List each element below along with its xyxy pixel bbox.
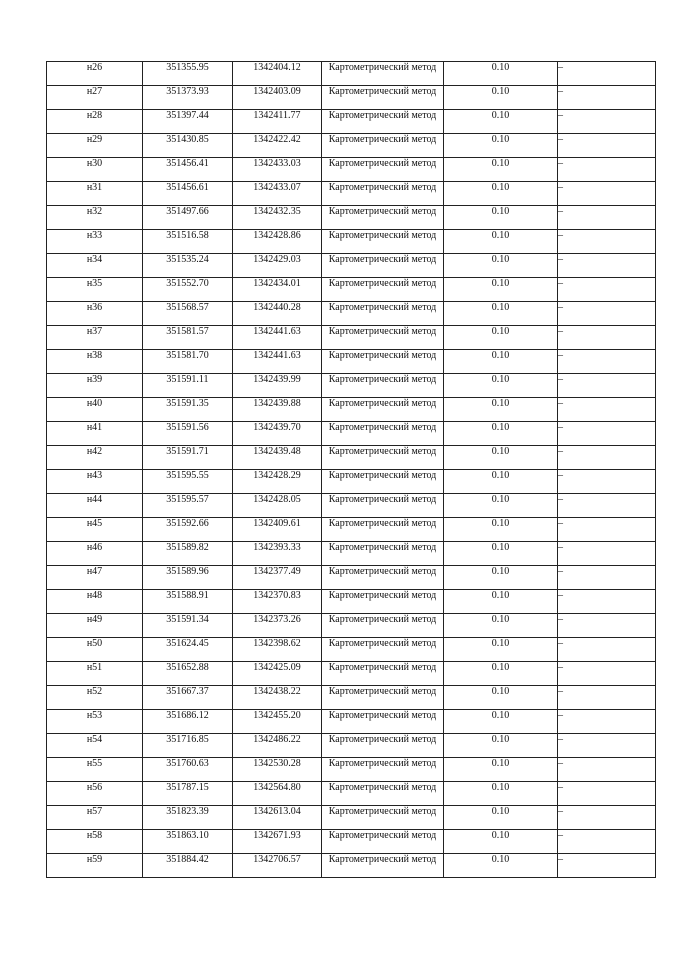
accuracy-cell: 0.10 [444,254,558,278]
accuracy-cell: 0.10 [444,830,558,854]
x-coordinate-cell: 351667.37 [143,686,233,710]
y-coordinate-cell: 1342564.80 [233,782,322,806]
y-coordinate-cell: 1342455.20 [233,710,322,734]
point-number-cell: н51 [47,662,143,686]
x-coordinate-cell: 351760.63 [143,758,233,782]
method-cell: Картометрический метод [322,710,444,734]
point-number-cell: н43 [47,470,143,494]
note-cell: – [558,302,656,326]
accuracy-cell: 0.10 [444,566,558,590]
point-number-cell: н42 [47,446,143,470]
y-coordinate-cell: 1342439.48 [233,446,322,470]
x-coordinate-cell: 351373.93 [143,86,233,110]
table-row [47,806,656,830]
point-number-cell: н46 [47,542,143,566]
x-coordinate-cell: 351591.34 [143,614,233,638]
table-row [47,134,656,158]
y-coordinate-cell: 1342425.09 [233,662,322,686]
x-coordinate-cell: 351581.70 [143,350,233,374]
point-number-cell: н41 [47,422,143,446]
point-number-cell: н59 [47,854,143,878]
table-row [47,446,656,470]
method-cell: Картометрический метод [322,110,444,134]
accuracy-cell: 0.10 [444,62,558,86]
table-row [47,830,656,854]
y-coordinate-cell: 1342441.63 [233,350,322,374]
y-coordinate-cell: 1342377.49 [233,566,322,590]
y-coordinate-cell: 1342429.03 [233,254,322,278]
accuracy-cell: 0.10 [444,182,558,206]
x-coordinate-cell: 351516.58 [143,230,233,254]
x-coordinate-cell: 351595.55 [143,470,233,494]
note-cell: – [558,542,656,566]
point-number-cell: н26 [47,62,143,86]
x-coordinate-cell: 351787.15 [143,782,233,806]
method-cell: Картометрический метод [322,566,444,590]
accuracy-cell: 0.10 [444,758,558,782]
accuracy-cell: 0.10 [444,686,558,710]
note-cell: – [558,326,656,350]
accuracy-cell: 0.10 [444,302,558,326]
point-number-cell: н39 [47,374,143,398]
method-cell: Картометрический метод [322,614,444,638]
point-number-cell: н31 [47,182,143,206]
note-cell: – [558,374,656,398]
note-cell: – [558,566,656,590]
accuracy-cell: 0.10 [444,278,558,302]
table-row [47,350,656,374]
table-row [47,854,656,878]
y-coordinate-cell: 1342433.03 [233,158,322,182]
note-cell: – [558,494,656,518]
table-row [47,230,656,254]
x-coordinate-cell: 351592.66 [143,518,233,542]
accuracy-cell: 0.10 [444,638,558,662]
x-coordinate-cell: 351456.61 [143,182,233,206]
table-row [47,518,656,542]
note-cell: – [558,614,656,638]
point-number-cell: н49 [47,614,143,638]
x-coordinate-cell: 351823.39 [143,806,233,830]
table-row [47,206,656,230]
y-coordinate-cell: 1342613.04 [233,806,322,830]
point-number-cell: н52 [47,686,143,710]
point-number-cell: н36 [47,302,143,326]
method-cell: Картометрический метод [322,350,444,374]
x-coordinate-cell: 351589.96 [143,566,233,590]
y-coordinate-cell: 1342428.05 [233,494,322,518]
y-coordinate-cell: 1342373.26 [233,614,322,638]
y-coordinate-cell: 1342432.35 [233,206,322,230]
accuracy-cell: 0.10 [444,350,558,374]
x-coordinate-cell: 351568.57 [143,302,233,326]
accuracy-cell: 0.10 [444,590,558,614]
point-number-cell: н27 [47,86,143,110]
note-cell: – [558,230,656,254]
y-coordinate-cell: 1342440.28 [233,302,322,326]
method-cell: Картометрический метод [322,422,444,446]
point-number-cell: н32 [47,206,143,230]
x-coordinate-cell: 351497.66 [143,206,233,230]
point-number-cell: н40 [47,398,143,422]
method-cell: Картометрический метод [322,374,444,398]
x-coordinate-cell: 351589.82 [143,542,233,566]
accuracy-cell: 0.10 [444,230,558,254]
table-row [47,734,656,758]
accuracy-cell: 0.10 [444,86,558,110]
method-cell: Картометрический метод [322,326,444,350]
accuracy-cell: 0.10 [444,710,558,734]
method-cell: Картометрический метод [322,686,444,710]
x-coordinate-cell: 351716.85 [143,734,233,758]
y-coordinate-cell: 1342411.77 [233,110,322,134]
point-number-cell: н56 [47,782,143,806]
method-cell: Картометрический метод [322,230,444,254]
method-cell: Картометрический метод [322,62,444,86]
method-cell: Картометрический метод [322,470,444,494]
point-number-cell: н53 [47,710,143,734]
note-cell: – [558,278,656,302]
method-cell: Картометрический метод [322,158,444,182]
note-cell: – [558,830,656,854]
method-cell: Картометрический метод [322,542,444,566]
point-number-cell: н29 [47,134,143,158]
point-number-cell: н58 [47,830,143,854]
point-number-cell: н34 [47,254,143,278]
accuracy-cell: 0.10 [444,518,558,542]
point-number-cell: н47 [47,566,143,590]
y-coordinate-cell: 1342433.07 [233,182,322,206]
y-coordinate-cell: 1342706.57 [233,854,322,878]
y-coordinate-cell: 1342530.28 [233,758,322,782]
y-coordinate-cell: 1342486.22 [233,734,322,758]
accuracy-cell: 0.10 [444,398,558,422]
method-cell: Картометрический метод [322,518,444,542]
method-cell: Картометрический метод [322,254,444,278]
note-cell: – [558,662,656,686]
note-cell: – [558,62,656,86]
method-cell: Картометрический метод [322,830,444,854]
x-coordinate-cell: 351397.44 [143,110,233,134]
accuracy-cell: 0.10 [444,110,558,134]
accuracy-cell: 0.10 [444,734,558,758]
note-cell: – [558,398,656,422]
method-cell: Картометрический метод [322,806,444,830]
method-cell: Картометрический метод [322,134,444,158]
accuracy-cell: 0.10 [444,614,558,638]
point-number-cell: н35 [47,278,143,302]
x-coordinate-cell: 351456.41 [143,158,233,182]
x-coordinate-cell: 351652.88 [143,662,233,686]
point-number-cell: н57 [47,806,143,830]
y-coordinate-cell: 1342438.22 [233,686,322,710]
y-coordinate-cell: 1342439.70 [233,422,322,446]
table-row [47,566,656,590]
accuracy-cell: 0.10 [444,782,558,806]
method-cell: Картометрический метод [322,734,444,758]
table-row [47,254,656,278]
method-cell: Картометрический метод [322,302,444,326]
point-number-cell: н48 [47,590,143,614]
method-cell: Картометрический метод [322,446,444,470]
table-row [47,110,656,134]
note-cell: – [558,110,656,134]
point-number-cell: н55 [47,758,143,782]
x-coordinate-cell: 351884.42 [143,854,233,878]
coordinates-table-body [47,62,656,878]
x-coordinate-cell: 351430.85 [143,134,233,158]
method-cell: Картометрический метод [322,398,444,422]
method-cell: Картометрический метод [322,86,444,110]
y-coordinate-cell: 1342428.86 [233,230,322,254]
accuracy-cell: 0.10 [444,446,558,470]
x-coordinate-cell: 351686.12 [143,710,233,734]
note-cell: – [558,518,656,542]
note-cell: – [558,734,656,758]
x-coordinate-cell: 351552.70 [143,278,233,302]
table-row [47,86,656,110]
method-cell: Картометрический метод [322,206,444,230]
table-row [47,638,656,662]
note-cell: – [558,350,656,374]
table-row [47,182,656,206]
note-cell: – [558,758,656,782]
x-coordinate-cell: 351863.10 [143,830,233,854]
note-cell: – [558,638,656,662]
note-cell: – [558,158,656,182]
note-cell: – [558,854,656,878]
point-number-cell: н44 [47,494,143,518]
y-coordinate-cell: 1342403.09 [233,86,322,110]
method-cell: Картометрический метод [322,758,444,782]
point-number-cell: н28 [47,110,143,134]
x-coordinate-cell: 351581.57 [143,326,233,350]
accuracy-cell: 0.10 [444,806,558,830]
table-row [47,62,656,86]
note-cell: – [558,206,656,230]
point-number-cell: н37 [47,326,143,350]
y-coordinate-cell: 1342428.29 [233,470,322,494]
table-row [47,662,656,686]
note-cell: – [558,446,656,470]
table-row [47,470,656,494]
y-coordinate-cell: 1342434.01 [233,278,322,302]
y-coordinate-cell: 1342398.62 [233,638,322,662]
note-cell: – [558,590,656,614]
x-coordinate-cell: 351535.24 [143,254,233,278]
x-coordinate-cell: 351355.95 [143,62,233,86]
table-row [47,158,656,182]
x-coordinate-cell: 351591.56 [143,422,233,446]
accuracy-cell: 0.10 [444,470,558,494]
accuracy-cell: 0.10 [444,134,558,158]
method-cell: Картометрический метод [322,782,444,806]
table-row [47,686,656,710]
table-row [47,710,656,734]
note-cell: – [558,86,656,110]
y-coordinate-cell: 1342422.42 [233,134,322,158]
y-coordinate-cell: 1342439.88 [233,398,322,422]
accuracy-cell: 0.10 [444,542,558,566]
y-coordinate-cell: 1342441.63 [233,326,322,350]
note-cell: – [558,686,656,710]
point-number-cell: н45 [47,518,143,542]
x-coordinate-cell: 351595.57 [143,494,233,518]
x-coordinate-cell: 351591.35 [143,398,233,422]
accuracy-cell: 0.10 [444,494,558,518]
y-coordinate-cell: 1342671.93 [233,830,322,854]
point-number-cell: н30 [47,158,143,182]
accuracy-cell: 0.10 [444,206,558,230]
table-row [47,782,656,806]
table-row [47,398,656,422]
method-cell: Картометрический метод [322,590,444,614]
method-cell: Картометрический метод [322,638,444,662]
accuracy-cell: 0.10 [444,662,558,686]
point-number-cell: н33 [47,230,143,254]
note-cell: – [558,710,656,734]
note-cell: – [558,254,656,278]
table-row [47,758,656,782]
accuracy-cell: 0.10 [444,374,558,398]
point-number-cell: н54 [47,734,143,758]
table-row [47,302,656,326]
x-coordinate-cell: 351591.11 [143,374,233,398]
table-row [47,614,656,638]
table-row [47,422,656,446]
x-coordinate-cell: 351624.45 [143,638,233,662]
note-cell: – [558,782,656,806]
method-cell: Картометрический метод [322,854,444,878]
table-row [47,542,656,566]
table-row [47,494,656,518]
note-cell: – [558,134,656,158]
y-coordinate-cell: 1342393.33 [233,542,322,566]
table-row [47,326,656,350]
accuracy-cell: 0.10 [444,158,558,182]
y-coordinate-cell: 1342370.83 [233,590,322,614]
y-coordinate-cell: 1342404.12 [233,62,322,86]
coordinates-table [46,61,656,878]
x-coordinate-cell: 351588.91 [143,590,233,614]
point-number-cell: н50 [47,638,143,662]
note-cell: – [558,182,656,206]
x-coordinate-cell: 351591.71 [143,446,233,470]
y-coordinate-cell: 1342439.99 [233,374,322,398]
table-row [47,590,656,614]
accuracy-cell: 0.10 [444,422,558,446]
table-row [47,278,656,302]
point-number-cell: н38 [47,350,143,374]
method-cell: Картометрический метод [322,662,444,686]
note-cell: – [558,470,656,494]
y-coordinate-cell: 1342409.61 [233,518,322,542]
method-cell: Картометрический метод [322,494,444,518]
table-row [47,374,656,398]
note-cell: – [558,806,656,830]
accuracy-cell: 0.10 [444,326,558,350]
accuracy-cell: 0.10 [444,854,558,878]
method-cell: Картометрический метод [322,278,444,302]
note-cell: – [558,422,656,446]
method-cell: Картометрический метод [322,182,444,206]
